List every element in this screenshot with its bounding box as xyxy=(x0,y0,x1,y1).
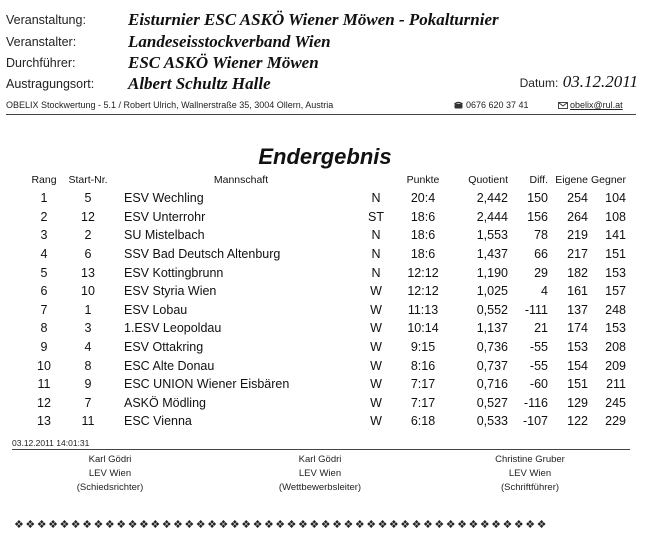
cell-eigene: 161 xyxy=(567,284,588,299)
email-link[interactable]: obelix@rul.at xyxy=(570,100,623,110)
header-value: Landeseisstockverband Wien xyxy=(128,32,331,51)
cell-class: N xyxy=(371,228,381,243)
cell-diff: -60 xyxy=(529,377,548,392)
cell-punkte: 6:18 xyxy=(410,414,436,429)
signature-org: LEV Wien xyxy=(88,468,132,479)
cell-team: 1.ESV Leopoldau xyxy=(124,321,222,336)
envelope-icon xyxy=(558,102,568,109)
cell-class: N xyxy=(371,191,381,206)
cell-diff: -55 xyxy=(529,340,548,355)
phone-contact xyxy=(454,100,529,110)
col-header-gegner: Gegner xyxy=(590,174,626,186)
cell-diff: 21 xyxy=(534,321,548,336)
cell-punkte: 7:17 xyxy=(410,377,436,392)
cell-rang: 8 xyxy=(40,321,48,336)
cell-eigene: 219 xyxy=(567,228,588,243)
cell-punkte: 20:4 xyxy=(410,191,436,206)
page-title: Endergebnis xyxy=(258,144,392,169)
header-row-veranstalter xyxy=(6,32,636,54)
cell-punkte: 18:6 xyxy=(410,228,436,243)
cell-quotient: 2,444 xyxy=(476,209,508,224)
cell-rang: 1 xyxy=(40,191,48,206)
cell-diff: -55 xyxy=(529,358,548,373)
signature-org: LEV Wien xyxy=(298,468,342,479)
cell-punkte: 18:6 xyxy=(410,209,436,224)
cell-quotient: 0,552 xyxy=(476,302,508,317)
cell-quotient: 1,437 xyxy=(476,247,508,262)
table-row xyxy=(28,301,626,320)
cell-gegner: 153 xyxy=(605,321,626,336)
cell-punkte: 7:17 xyxy=(410,395,436,410)
cell-rang: 12 xyxy=(37,395,51,410)
cell-rang: 3 xyxy=(40,228,48,243)
col-header-start: Start-Nr. xyxy=(68,174,108,186)
cell-quotient: 1,190 xyxy=(476,265,508,280)
datum-label: Datum: xyxy=(519,76,559,90)
cell-eigene: 217 xyxy=(567,247,588,262)
signature-name: Karl Gödri xyxy=(88,454,132,465)
cell-quotient: 1,137 xyxy=(476,321,508,336)
cell-team: ESC UNION Wiener Eisbären xyxy=(124,377,290,392)
cell-rang: 7 xyxy=(40,302,48,317)
cell-quotient: 0,527 xyxy=(476,395,508,410)
cell-class: W xyxy=(370,414,382,429)
cell-eigene: 254 xyxy=(567,191,588,206)
results-table xyxy=(28,174,626,431)
cell-gegner: 245 xyxy=(605,395,626,410)
cell-team: ESV Wechling xyxy=(124,191,204,206)
cell-eigene: 122 xyxy=(567,414,588,429)
cell-rang: 5 xyxy=(40,265,48,280)
signature-name: Karl Gödri xyxy=(298,454,342,465)
cell-gegner: 141 xyxy=(605,228,626,243)
cell-class: W xyxy=(370,358,382,373)
signature-role: (Schiedsrichter) xyxy=(76,482,144,493)
cell-class: W xyxy=(370,321,382,336)
header-value: Eisturnier ESC ASKÖ Wiener Möwen - Pokalturnier xyxy=(128,10,499,29)
col-header-punkte: Punkte xyxy=(406,174,440,186)
table-row xyxy=(28,263,626,282)
cell-punkte: 10:14 xyxy=(407,321,439,336)
col-header-eigene: Eigene xyxy=(555,174,588,186)
table-row xyxy=(28,356,626,375)
cell-class: W xyxy=(370,284,382,299)
software-info-bar xyxy=(6,98,636,115)
cell-diff: 66 xyxy=(534,247,548,262)
cell-punkte: 12:12 xyxy=(407,284,439,299)
table-row xyxy=(28,319,626,338)
datum-value: 03.12.2011 xyxy=(562,72,638,91)
signature-name: Christine Gruber xyxy=(495,454,565,465)
cell-quotient: 1,553 xyxy=(476,228,508,243)
print-timestamp: 03.12.2011 14:01:31 xyxy=(12,438,90,448)
header-value: Albert Schultz Halle xyxy=(128,74,271,93)
cell-class: ST xyxy=(368,209,384,224)
header-value: ESC ASKÖ Wiener Möwen xyxy=(128,53,319,72)
col-header-rang: Rang xyxy=(31,174,57,186)
cell-diff: -116 xyxy=(523,395,548,410)
software-info-text: OBELIX Stockwertung - 5.1 / Robert Ulrich, Wallnerstraße 35, 3004 Ollern, Austria xyxy=(6,100,334,110)
table-header-row xyxy=(28,174,626,189)
cell-rang: 2 xyxy=(40,209,48,224)
cell-class: N xyxy=(371,265,381,280)
cell-start: 12 xyxy=(81,209,95,224)
cell-class: N xyxy=(371,247,381,262)
cell-team: ESV Kottingbrunn xyxy=(124,265,224,280)
cell-quotient: 0,533 xyxy=(476,414,508,429)
phone-icon xyxy=(454,101,463,109)
cell-quotient: 0,737 xyxy=(476,358,508,373)
header-label: Veranstaltung: xyxy=(6,13,86,27)
cell-team: ASKÖ Mödling xyxy=(124,395,206,410)
cell-class: W xyxy=(370,377,382,392)
cell-rang: 4 xyxy=(40,247,48,262)
cell-quotient: 0,716 xyxy=(476,377,508,392)
cell-punkte: 8:16 xyxy=(410,358,436,373)
cell-start: 3 xyxy=(84,321,92,336)
cell-eigene: 182 xyxy=(567,265,588,280)
cell-eigene: 174 xyxy=(567,321,588,336)
cell-eigene: 154 xyxy=(567,358,588,373)
cell-start: 13 xyxy=(81,265,95,280)
cell-start: 5 xyxy=(84,191,92,206)
cell-eigene: 151 xyxy=(567,377,588,392)
cell-gegner: 108 xyxy=(605,209,626,224)
cell-punkte: 9:15 xyxy=(410,340,436,355)
cell-quotient: 0,736 xyxy=(476,340,508,355)
cell-start: 11 xyxy=(81,414,95,429)
cell-diff: 156 xyxy=(527,209,548,224)
signature-divider xyxy=(12,449,630,450)
cell-eigene: 153 xyxy=(567,340,588,355)
signature-competition-director xyxy=(240,453,400,495)
table-row xyxy=(28,245,626,264)
cell-team: ESV Ottakring xyxy=(124,340,204,355)
table-row xyxy=(28,394,626,413)
cell-diff: 29 xyxy=(534,265,548,280)
table-row xyxy=(28,226,626,245)
table-row xyxy=(28,375,626,394)
header-label: Veranstalter: xyxy=(6,35,77,49)
col-header-class xyxy=(358,174,394,189)
cell-rang: 10 xyxy=(37,358,51,373)
signature-role: (Schriftführer) xyxy=(500,482,560,493)
cell-gegner: 211 xyxy=(606,377,626,392)
cell-diff: 4 xyxy=(541,284,548,299)
cell-diff: 150 xyxy=(527,191,548,206)
table-row xyxy=(28,189,626,208)
cell-rang: 13 xyxy=(37,414,51,429)
ornamental-border: ❖❖❖❖❖❖❖❖❖❖❖❖❖❖❖❖❖❖❖❖❖❖❖❖❖❖❖❖❖❖❖❖❖❖❖❖❖❖❖❖❖❖❖❖❖❖❖ xyxy=(14,519,548,531)
cell-eigene: 129 xyxy=(567,395,588,410)
cell-gegner: 151 xyxy=(605,247,626,262)
cell-start: 4 xyxy=(84,340,92,355)
cell-punkte: 11:13 xyxy=(407,302,439,317)
col-header-team: Mannschaft xyxy=(213,174,269,186)
col-header-diff: Diff. xyxy=(529,174,548,186)
cell-team: ESV Unterrohr xyxy=(124,209,206,224)
cell-team: ESV Styria Wien xyxy=(124,284,217,299)
cell-start: 2 xyxy=(84,228,92,243)
header-row-veranstaltung xyxy=(6,10,636,32)
signature-secretary xyxy=(450,453,610,495)
cell-team: ESC Vienna xyxy=(124,414,192,429)
table-row xyxy=(28,208,626,227)
cell-start: 8 xyxy=(84,358,92,373)
signature-role: (Wettbewerbsleiter) xyxy=(278,482,362,493)
cell-gegner: 208 xyxy=(605,340,626,355)
cell-gegner: 104 xyxy=(605,191,626,206)
cell-punkte: 18:6 xyxy=(410,247,436,262)
signature-referee xyxy=(30,453,190,495)
cell-gegner: 153 xyxy=(605,265,626,280)
cell-gegner: 229 xyxy=(605,414,626,429)
cell-class: W xyxy=(370,395,382,410)
header-label: Durchführer: xyxy=(6,56,76,70)
cell-punkte: 12:12 xyxy=(407,265,439,280)
email-contact xyxy=(558,100,623,110)
cell-start: 6 xyxy=(84,247,92,262)
table-row xyxy=(28,282,626,301)
table-row xyxy=(28,412,626,431)
cell-diff: 78 xyxy=(534,228,548,243)
cell-rang: 9 xyxy=(40,340,48,355)
cell-rang: 11 xyxy=(37,377,51,392)
header-label: Austragungsort: xyxy=(6,77,95,91)
cell-team: ESC Alte Donau xyxy=(124,358,215,373)
cell-class: W xyxy=(370,302,382,317)
cell-diff: -107 xyxy=(522,414,548,429)
cell-quotient: 2,442 xyxy=(476,191,508,206)
datum xyxy=(520,72,638,92)
cell-class: W xyxy=(370,340,382,355)
cell-start: 1 xyxy=(84,302,92,317)
cell-quotient: 1,025 xyxy=(476,284,508,299)
cell-start: 10 xyxy=(81,284,95,299)
col-header-quotient: Quotient xyxy=(468,174,508,186)
signature-org: LEV Wien xyxy=(508,468,552,479)
cell-eigene: 137 xyxy=(567,302,588,317)
table-row xyxy=(28,338,626,357)
cell-gegner: 209 xyxy=(605,358,626,373)
phone-number: 0676 620 37 41 xyxy=(466,100,529,110)
cell-gegner: 248 xyxy=(605,302,626,317)
cell-start: 7 xyxy=(84,395,92,410)
cell-gegner: 157 xyxy=(605,284,626,299)
cell-team: SSV Bad Deutsch Altenburg xyxy=(124,247,281,262)
cell-team: ESV Lobau xyxy=(124,302,188,317)
cell-eigene: 264 xyxy=(567,209,588,224)
cell-diff: -111 xyxy=(524,302,548,317)
cell-team: SU Mistelbach xyxy=(124,228,205,243)
cell-start: 9 xyxy=(84,377,92,392)
cell-rang: 6 xyxy=(40,284,48,299)
